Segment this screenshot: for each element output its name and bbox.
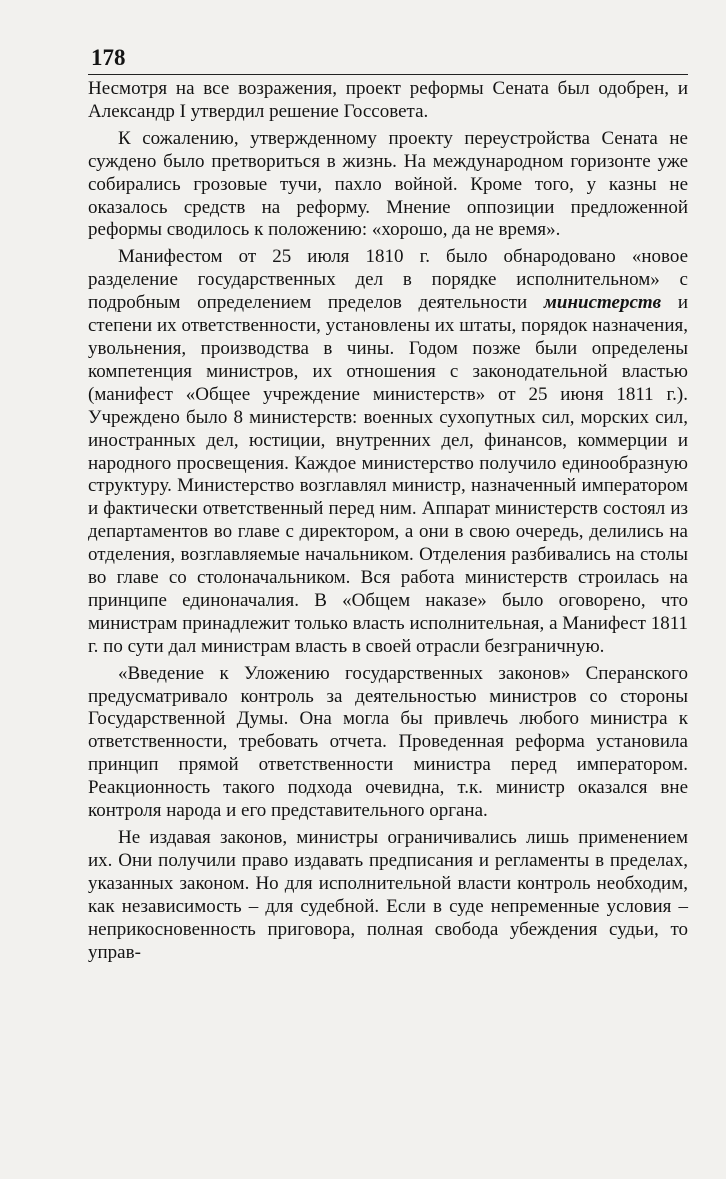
emphasized-term: министерств	[543, 292, 662, 314]
paragraph-3-text-after: и степени их ответственности, установлены их штаты, порядок назначения, увольнения, производства в чины. Годом позже были определены компетенция министров, их отношения с законодательной властью (манифест «Общее учреждение министерств» от 25 июня 1811 г.). Учреждено было 8 министерств: военных сухопутных сил, морских сил, иностранных дел, юстиции, внутренних дел, финансов, коммерции и народного просвещения. Каждое министерство получило единообразную структуру. Министерство возглавлял министр, назначенный императором и фактически ответственный перед ним. Аппарат министерств состоял из департаментов во главе с директором, а они в свою очередь, делились на отделения, возглавляемые начальником. Отделения разбивались на столы во главе со столоначальником. Вся работа министерств строилась на принципе единоначалия. В «Общем наказе» было оговорено, что министрам принадлежит только власть исполнительная, а Манифест 1811 г. по сути дал министрам власть в своей отрасли безграничную.	[88, 292, 688, 657]
paragraph-4: «Введение к Уложению государственных законов» Сперанского предусматривало контроль за деятельностью министров со стороны Государственной Думы. Она могла бы привлечь любого министра к ответственности, требовать отчета. Проведенная реформа установила принцип прямой ответственности министра перед императором. Реакционность такого подхода очевидна, т.к. министр оказался вне контроля народа и его представительного органа.	[88, 662, 688, 822]
paragraph-1: Несмотря на все возражения, проект реформы Сената был одобрен, и Александр I утвердил решение Госсовета.	[88, 78, 688, 122]
paragraph-2: К сожалению, утвержденному проекту переустройства Сената не суждено было претвориться в жизнь. На международном горизонте уже собирались грозовые тучи, пахло войной. Кроме того, у казны не оказалось средств на реформу. Мнение оппозиции предложенной реформы сводилось к положению: «хорошо, да не время».	[88, 127, 688, 241]
page-number: 178	[91, 45, 126, 70]
paragraph-3	[88, 246, 688, 658]
page-text	[88, 78, 688, 968]
paragraph-5: Не издавая законов, министры ограничивались лишь применением их. Они получили право издавать предписания и регламенты в пределах, указанных законом. Но для исполнительной власти контроль необходим, как независимость – для судебной. Если в суде непременные условия – неприкосновенность приговора, полная свобода убеждения судьи, то управ-	[88, 827, 688, 963]
paragraph-3-text-before: Манифестом от 25 июля 1810 г. было обнародовано «новое разделение государственных дел в порядке исполнительном» с подробным определением пределов деятельности	[88, 246, 688, 314]
header-rule	[88, 74, 688, 75]
